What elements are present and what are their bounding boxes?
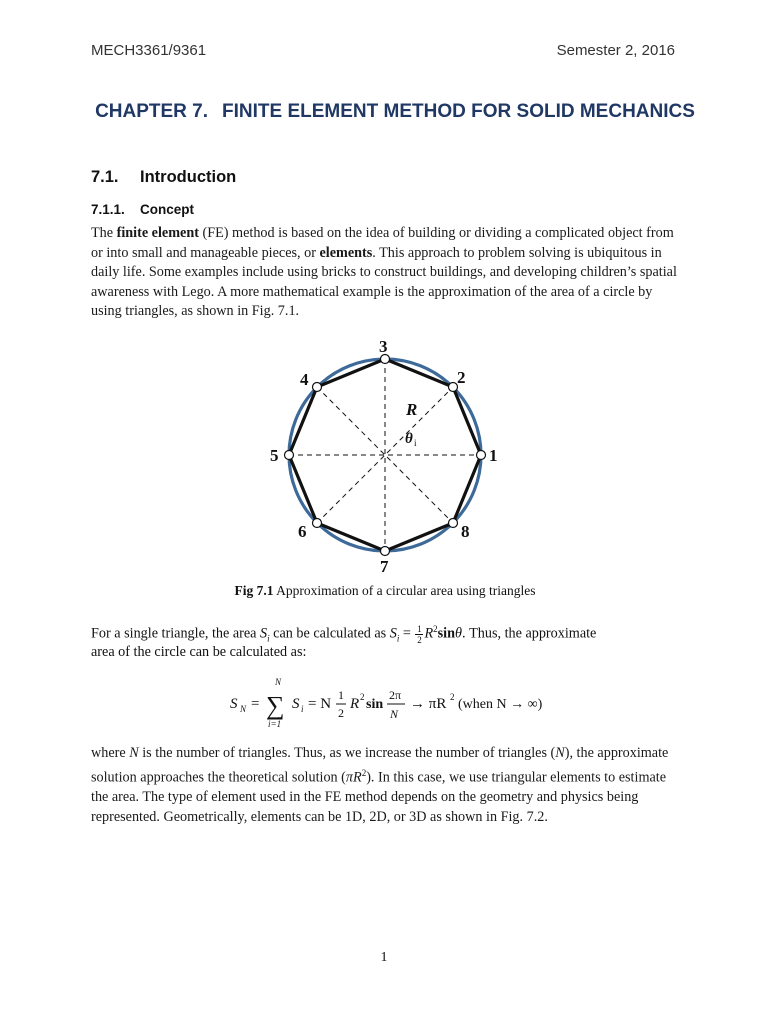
text-run: ). In this case, we use triangular elements to estimate the area. The type of element used in the FE method depends on the geometry and physics being represented. Geometrically, elements can be 1D, 2D, or 3D as shown in Fig. 7.2. [91, 769, 667, 825]
symbol-theta: θ [455, 625, 462, 642]
eq-frac2-num: 2π [389, 688, 402, 702]
eq-arrow: → πR [410, 696, 447, 712]
section-title: Introduction [140, 168, 237, 186]
area-formula-sentence: For a single triangle, the area $S_i$ can be calculated as $S_i$ = $\frac{1}{2}$ $R^2\sin\theta$. Thus, the approximate [91, 623, 597, 645]
node-label-2: 2 [457, 368, 466, 387]
eq-lhs-sub: N [240, 704, 247, 714]
text-run: The [91, 225, 117, 241]
intro-paragraph [91, 224, 681, 322]
text-run: can be calculated as [269, 625, 390, 642]
symbol-n: N [555, 745, 565, 761]
caption-label: Fig 7.1 [234, 583, 274, 598]
subsection-title: Concept [140, 202, 194, 217]
eq-equals-2: = N [308, 696, 332, 712]
eq-lhs: S [230, 696, 238, 712]
symbol-r: R [424, 625, 434, 642]
angle-label: θ [405, 431, 413, 447]
conclusion-paragraph: where N is the number of triangles. Thus, as we increase the number of triangles (N), the approximate solution approaches the theoretical solution $(\pi R^2)$. In this case, we use triangular elements to estimate the area. The type of element used in the FE method depends on the geometry and physics being represented. Geometrically, elements can be 1D, 2D, or 3D as shown in Fig. 7.2. [91, 745, 669, 825]
node-label-8: 8 [461, 522, 470, 541]
text-run: ), the approximate solution approaches the theoretical solution ( [91, 745, 669, 786]
header-semester: Semester 2, 2016 [556, 42, 675, 59]
node-label-7: 7 [380, 557, 389, 575]
eq-frac-den: 2 [338, 706, 344, 720]
chapter-title-text: FINITE ELEMENT METHOD FOR SOLID MECHANICS [222, 101, 695, 122]
circle-triangle-figure [260, 335, 510, 575]
eq-frac2-den: N [390, 707, 399, 721]
text-run: . This approach to problem solving is ubiquitous in daily life. Some examples include using bricks to construct buildings, and developing children’s spatial awareness with Lego. A more mathematical example is the approximation of the area of a circle by using triangles, as shown in Fig. 7.1. [91, 244, 677, 320]
text-run: (FE) method is based on the idea of building or dividing a complicated object from or into small and manageable pieces, or [91, 225, 674, 261]
subsection-number: 7.1.1. [91, 202, 125, 217]
sin-label: sin [437, 625, 456, 642]
eq-sum-sign: ∑ [266, 691, 285, 720]
text-run: where [91, 745, 130, 761]
eq-sum-bottom: i=1 [268, 719, 282, 729]
node-label-1: 1 [489, 446, 498, 465]
eq-equals: = [251, 696, 260, 712]
node-label-4: 4 [300, 370, 309, 389]
bold-term: finite element [116, 225, 199, 241]
text-line: area of the circle can be calculated as: [91, 644, 307, 660]
node-label-3: 3 [379, 337, 388, 356]
chapter-number: CHAPTER 7. [95, 101, 209, 122]
chapter-title [80, 98, 710, 125]
symbol-sub: i [267, 633, 270, 644]
caption-text: Approximation of a circular area using triangles [273, 583, 536, 598]
eq-r-sup: 2 [360, 692, 365, 702]
eq-frac-num: 1 [338, 688, 344, 702]
text-run: is the number of triangles. Thus, as we increase the number of triangles ( [138, 745, 556, 761]
angle-subscript: i [414, 438, 417, 448]
figure-caption [80, 583, 690, 599]
subsection-heading [91, 202, 194, 217]
symbol-s: S [260, 625, 268, 642]
section-heading [91, 168, 236, 187]
node-label-5: 5 [270, 446, 279, 465]
eq-sin: sin [366, 697, 384, 712]
eq-s-i-sub: i [301, 704, 304, 714]
eq-s-i: S [292, 696, 300, 712]
text-run: . Thus, the approximate [462, 625, 597, 642]
symbol-n: N [129, 745, 139, 761]
eq-sum-top: N [275, 677, 282, 687]
eq-r: R [350, 696, 360, 712]
page-number: 1 [380, 950, 388, 965]
eq-pi-sup: 2 [450, 692, 455, 702]
bold-term: elements [319, 244, 373, 261]
header-course: MECH3361/9361 [91, 42, 207, 59]
node-label-6: 6 [298, 522, 307, 541]
symbol-pir: πR [345, 769, 362, 786]
text-run: For a single triangle, the area [91, 625, 261, 642]
area-equation [200, 676, 580, 736]
eq-condition: (when N → ∞) [458, 697, 543, 712]
radius-label: R [406, 400, 418, 419]
section-number: 7.1. [91, 168, 119, 186]
